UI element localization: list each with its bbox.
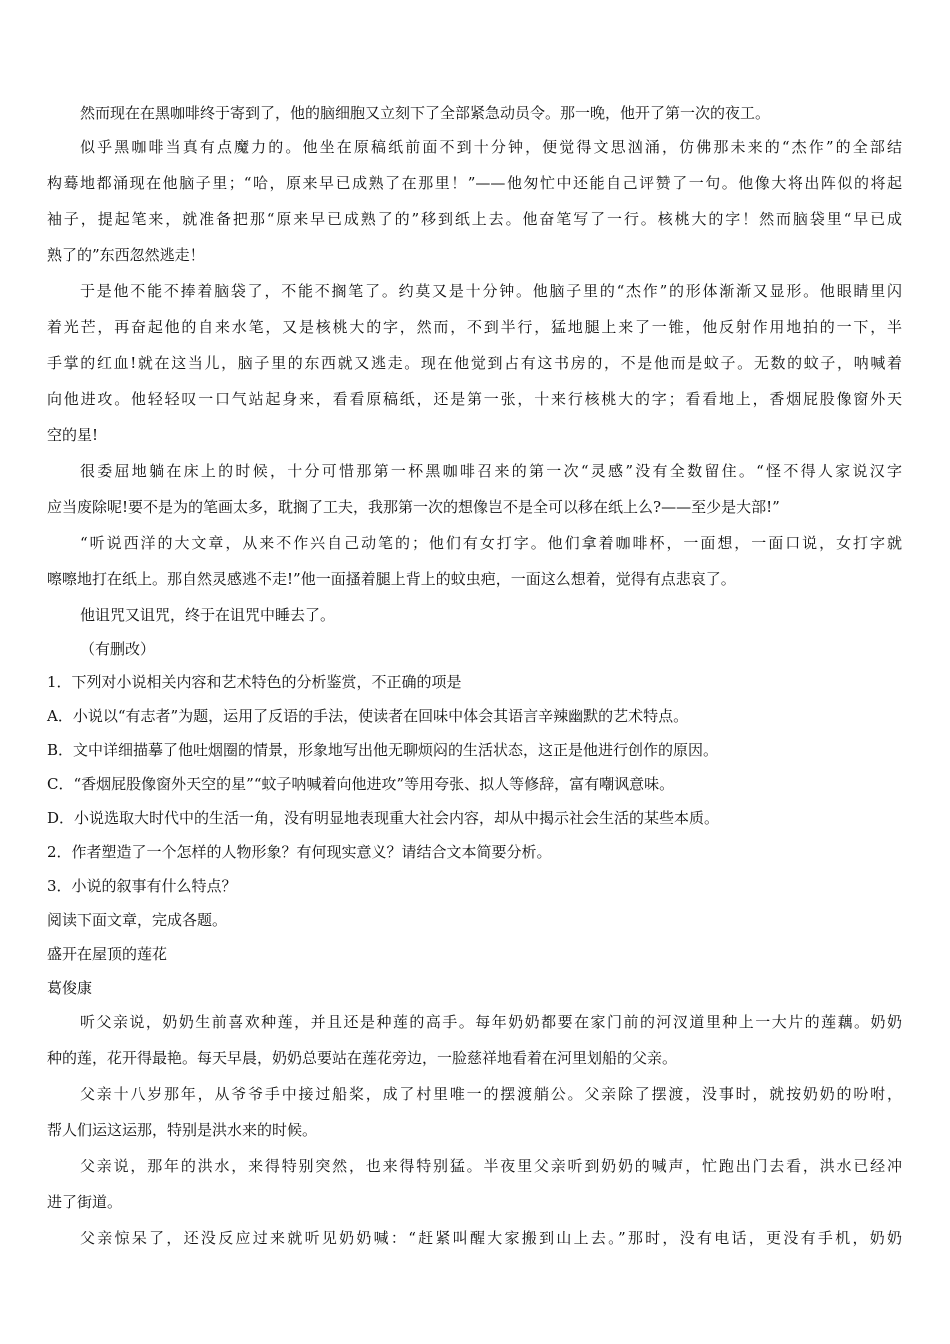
story1-p3-line4: 向他进攻。他轻轻叹一口气站起身来，看看原稿纸，还是第一张，十来行核桃大的字；看看地上，香烟屁股像窗外天 [47,390,902,408]
section2-p3-line2: 进了街道。 [47,1193,123,1211]
story1-p5-line2: 嚓嚓地打在纸上。那自然灵感逃不走!”他一面搔着腿上背上的蚊虫疤，一面这么想着，觉得有点悲哀了。 [47,570,736,588]
section2-title: 盛开在屋顶的莲花 [47,945,168,963]
story1-p2-line3: 袖子，提起笔来，就准备把那“原来早已成熟了的”移到纸上去。他奋笔写了一行。核桃大的字！然而脑袋里“早已成 [47,210,902,228]
section2-p2-line2: 帮人们运这运那，特别是洪水来的时候。 [47,1121,318,1139]
question-1-option-b: B．文中详细描摹了他吐烟圈的情景，形象地写出他无聊烦闷的生活状态，这正是他进行创作的原因。 [47,741,719,759]
question-1: 1．下列对小说相关内容和艺术特色的分析鉴赏，不正确的项是 [47,673,462,691]
story1-p6-line1: 他诅咒又诅咒，终于在诅咒中睡去了。 [80,606,336,624]
section2-p1-line2: 种的莲，花开得最艳。每天早晨，奶奶总要站在莲花旁边，一脸慈祥地看着在河里划船的父亲。 [47,1049,678,1067]
section2-instruction: 阅读下面文章，完成各题。 [47,911,228,929]
story1-p4-line2: 应当废除呢!要不是为的笔画太多，耽搁了工夫，我那第一次的想像岂不是全可以移在纸上么?——至少是大部!” [47,498,780,516]
story1-p2-line4: 熟了的”东西忽然逃走！ [47,246,205,264]
story1-p3-line3: 手掌的红血!就在这当儿，脑子里的东西就又逃走。现在他觉到占有这书房的，不是他而是蚊子。无数的蚊子，呐喊着 [47,354,902,372]
section2-p3-line1: 父亲说，那年的洪水，来得特别突然，也来得特别猛。半夜里父亲听到奶奶的喊声，忙跑出门去看，洪水已经冲 [80,1157,902,1175]
story1-p2-line2: 构蓦地都涌现在他脑子里；“哈，原来早已成熟了在那里！”——他匆忙中还能自己评赞了一句。他像大将出阵似的将起 [47,174,902,192]
story1-p5-line1: “听说西洋的大文章，从来不作兴自己动笔的；他们有女打字。他们拿着咖啡杯，一面想，一面口说，女打字就 [80,534,902,552]
story1-p4-line1: 很委屈地躺在床上的时候，十分可惜那第一杯黑咖啡召来的第一次“灵感”没有全数留住。“怪不得人家说汉字 [80,462,902,480]
story1-p3-line5: 空的星! [47,426,99,444]
question-3: 3．小说的叙事有什么特点？ [47,877,237,895]
story1-p1-line1: 然而现在在黑咖啡终于寄到了，他的脑细胞又立刻下了全部紧急动员令。那一晚，他开了第一次的夜工。 [80,104,771,122]
story1-p3-line1: 于是他不能不捧着脑袋了，不能不搁笔了。约莫又是十分钟。他脑子里的“杰作”的形体渐渐又显形。他眼睛里闪 [80,282,902,300]
section2-author: 葛俊康 [47,979,93,997]
story1-p3-line2: 着光芒，再奋起他的自来水笔，又是核桃大的字，然而，不到半行，猛地腿上来了一锥，他反射作用地拍的一下，半 [47,318,902,336]
question-2: 2．作者塑造了一个怎样的人物形象？有何现实意义？请结合文本简要分析。 [47,843,552,861]
story1-note: （有删改） [80,640,156,658]
question-1-option-c: C．“香烟屁股像窗外天空的星”“蚊子呐喊着向他进攻”等用夸张、拟人等修辞，富有嘲讽意味。 [47,775,675,793]
section2-p4-line1: 父亲惊呆了，还没反应过来就听见奶奶喊：“赶紧叫醒大家搬到山上去。”那时，没有电话，更没有手机，奶奶 [80,1229,902,1247]
question-1-option-d: D．小说选取大时代中的生活一角，没有明显地表现重大社会内容，却从中揭示社会生活的某些本质。 [47,809,720,827]
section2-p2-line1: 父亲十八岁那年，从爷爷手中接过船桨，成了村里唯一的摆渡艄公。父亲除了摆渡，没事时，就按奶奶的吩咐， [80,1085,902,1103]
story1-p2-line1: 似乎黑咖啡当真有点魔力的。他坐在原稿纸前面不到十分钟，便觉得文思汹涌，仿佛那未来的“杰作”的全部结 [80,138,902,156]
section2-p1-line1: 听父亲说，奶奶生前喜欢种莲，并且还是种莲的高手。每年奶奶都要在家门前的河汊道里种上一大片的莲藕。奶奶 [80,1013,902,1031]
question-1-option-a: A．小说以“有志者”为题，运用了反语的手法，使读者在回味中体会其语言辛辣幽默的艺术特点。 [47,707,689,725]
